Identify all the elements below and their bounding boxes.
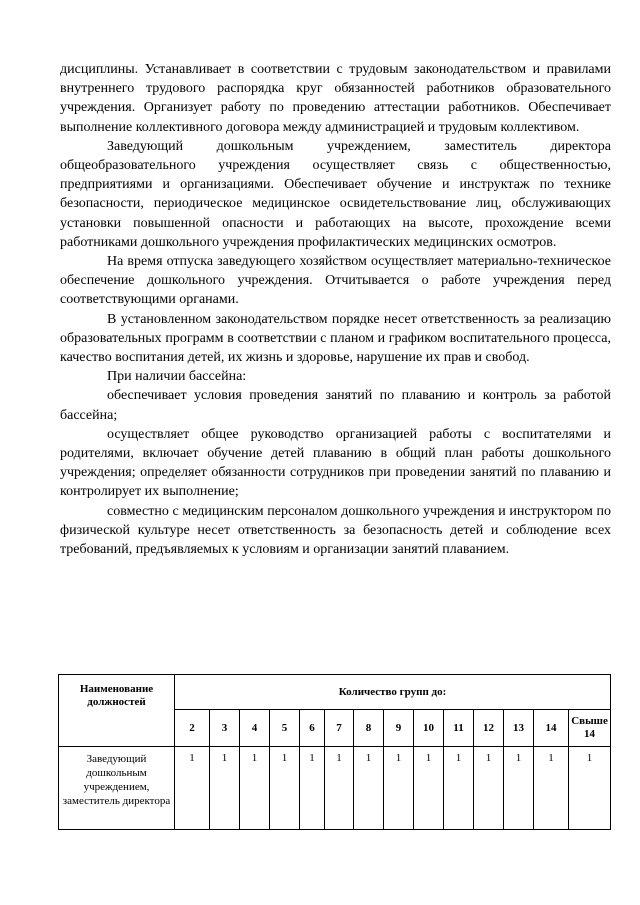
paragraph: При наличии бассейна: (107, 369, 247, 385)
group-count-column-header: 9 (384, 710, 414, 747)
paragraph: В установленном законодательством порядке несет ответственность за реализацию образовательных программ в соответствии с планом и графиком воспитательного процесса, качество воспитания детей, их жизнь и здоровье, нарушение их прав и свобод. (60, 311, 611, 366)
group-count-column-header: 14 (534, 710, 569, 747)
value-cell: 1 (444, 747, 474, 830)
group-count-column-header: 2 (175, 710, 210, 747)
staffing-table (58, 674, 611, 830)
group-count-column-header: 4 (240, 710, 270, 747)
value-cell: 1 (270, 747, 300, 830)
paragraph: обеспечивает условия проведения занятий по плаванию и контроль за работой бассейна; (60, 388, 611, 423)
value-cell: 1 (325, 747, 354, 830)
paragraph: совместно с медицинским персоналом дошкольного учреждения и инструктором по физической культуре несет ответственность за безопасность детей и соблюдение всех требований, предъявляемых к условиям и организации занятий плаванием. (60, 503, 611, 558)
group-count-column-header: 10 (414, 710, 444, 747)
value-cell: 1 (474, 747, 504, 830)
table-row (59, 747, 611, 830)
group-count-column-header: 7 (325, 710, 354, 747)
group-count-column-header: Свыше 14 (569, 710, 611, 747)
position-column-header: Наименование должностей (59, 675, 175, 747)
group-count-column-header: 3 (210, 710, 240, 747)
paragraph: На время отпуска заведующего хозяйством осуществляет материально-техническое обеспечение дошкольного учреждения. Отчитывается о работе учреждения перед соответствующими органами. (60, 254, 611, 308)
value-cell: 1 (384, 747, 414, 830)
group-count-column-header: 6 (300, 710, 325, 747)
value-cell: 1 (569, 747, 611, 830)
value-cell: 1 (300, 747, 325, 830)
value-cell: 1 (240, 747, 270, 830)
table-header-row (59, 675, 611, 710)
group-count-column-header: 8 (354, 710, 384, 747)
groups-count-header: Количество групп до: (175, 675, 611, 710)
document-body (60, 60, 611, 559)
value-cell: 1 (175, 747, 210, 830)
position-name-cell: Заведующий дошкольным учреждением, заместитель директора (59, 747, 175, 830)
value-cell: 1 (210, 747, 240, 830)
group-count-column-header: 13 (504, 710, 534, 747)
group-count-column-header: 12 (474, 710, 504, 747)
group-count-column-header: 11 (444, 710, 474, 747)
paragraph: Заведующий дошкольным учреждением, заместитель директора общеобразовательного учреждения осуществляет связь с общественностью, предприятиями и организациями. Обеспечивает обучение и инструктаж по технике безопасности, периодическое медицинское освидетельствование лиц, обслуживающих установки повышенной опасности и работающих на высоте, прохождение всеми работниками дошкольного учреждения профилактических медицинских осмотров. (60, 138, 611, 250)
group-count-column-header: 5 (270, 710, 300, 747)
value-cell: 1 (534, 747, 569, 830)
paragraph: осуществляет общее руководство организацией работы с воспитателями и родителями, включает обучение детей плаванию в общий план работы дошкольного учреждения; определяет обязанности сотрудников при проведении занятий по плаванию и контролирует их выполнение; (60, 426, 611, 500)
value-cell: 1 (414, 747, 444, 830)
paragraph: дисциплины. Устанавливает в соответствии с трудовым законодательством и правилами внутреннего трудового распорядка круг обязанностей работников образовательного учреждения. Организует работу по проведению аттестации работников. Обеспечивает выполнение коллективного договора между администрацией и трудовым коллективом. (60, 62, 611, 135)
value-cell: 1 (504, 747, 534, 830)
value-cell: 1 (354, 747, 384, 830)
